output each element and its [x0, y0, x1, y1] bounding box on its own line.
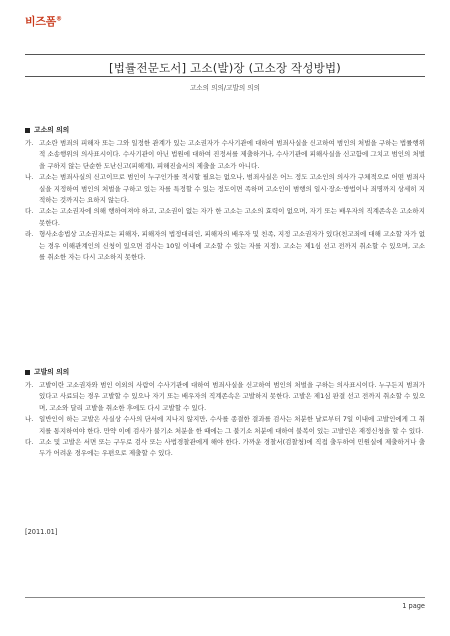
list-item: 가. 고소란 범죄의 피해자 또는 그와 일정한 관계가 있는 고소권자가 수사기관에 대하여 범죄사실을 신고하여 범인의 처벌을 구하는 법률행위적 소송행위의 의사표시이다. 수사기관이 아닌 법원에 대하여 진정서를 제출하거나, 수사기관에 피해사실을 신고함에 그치고 범인의 처벌을 구하지 않는 단순한 도난신고(피해계), 피해진술서의 제출을 고소가 아니다.	[25, 139, 425, 170]
section-complaint	[25, 124, 425, 263]
list-item: 가. 고발이란 고소권자와 범인 이외의 사람이 수사기관에 대하여 범죄사실을 신고하여 범인의 처벌을 구하는 의사표시이다. 누구든지 범죄가 있다고 사료되는 경우 고발할 수 있으나 자기 또는 배우자의 직계존속은 고발하지 못한다. 고발은 제1심 판결 선고 전까지 취소할 수 있으며, 고소와 달리 고발을 취소한 후에도 다시 고발할 수 있다.	[25, 381, 425, 412]
list-item: 다. 고소는 고소권자에 의해 행하여져야 하고, 고소권이 없는 자가 한 고소는 고소의 효력이 없으며, 자기 또는 배우자의 직계존속은 고소하지 못한다.	[25, 207, 425, 227]
list-item: 나. 일반인이 하는 고발은 사실상 수사의 단서에 지나지 않지만, 수사를 종결한 결과를 검사는 처분한 날로부터 7일 이내에 고발인에게 그 취지를 통지하여야 한다. 만약 이에 검사가 불기소 처분을 한 때에는 그 불기소 처분에 대하여 불복이 있는 고발인은 재정신청을 할 수 있다.	[25, 415, 425, 435]
square-bullet-icon	[25, 128, 30, 133]
title-bottom-rule	[25, 76, 425, 77]
footer-rule	[25, 597, 425, 598]
bizform-logo: 비즈폼®	[25, 15, 62, 28]
title-top-rule	[25, 54, 425, 55]
document-date: [2011.01]	[25, 528, 58, 536]
square-bullet-icon	[25, 370, 30, 375]
list-item: 나. 고소는 범죄사실의 신고이므로 범인이 누구인가를 적시할 필요는 없으나, 범죄사실은 어느 정도 고소인의 의사가 구체적으로 어떤 범죄사실을 지정하여 범인의 처벌을 구하고 있는 자를 특정할 수 있는 정도이면 족하며 고소인이 범행의 일시·장소·방법이나 죄명까지 상세히 지적하는 것까지는 요하지 않는다.	[25, 173, 425, 205]
section-heading: 고소의 의의	[25, 124, 425, 134]
section-accusation	[25, 366, 425, 460]
list-item: 라. 형사소송법상 고소권자로는 피해자, 피해자의 법정대리인, 피해자의 배우자 및 친족, 지정 고소권자가 있다(친고죄에 대해 고소할 자가 없는 경우 이해관계인의 신청이 있으면 검사는 10일 이내에 고소할 수 있는 자를 지정). 고소는 제1심 선고 전까지 취소할 수 있으며, 고소를 취소한 자는 다시 고소하지 못한다.	[25, 230, 425, 262]
page-number: 1 page	[402, 602, 425, 610]
list-item: 다. 고소 및 고발은 서면 또는 구두로 검사 또는 사법경찰관에게 해야 한다. 가까운 경찰서(검찰청)에 직접 출두하여 민원실에 제출하거나 출두가 어려운 경우에는 우편으로 제출할 수 있다.	[25, 438, 425, 458]
section-heading: 고발의 의의	[25, 366, 425, 376]
document-subtitle: 고소의 의의/고발의 의의	[189, 84, 261, 92]
document-title: [법률전문도서] 고소(발)장 (고소장 작성방법)	[109, 61, 341, 75]
